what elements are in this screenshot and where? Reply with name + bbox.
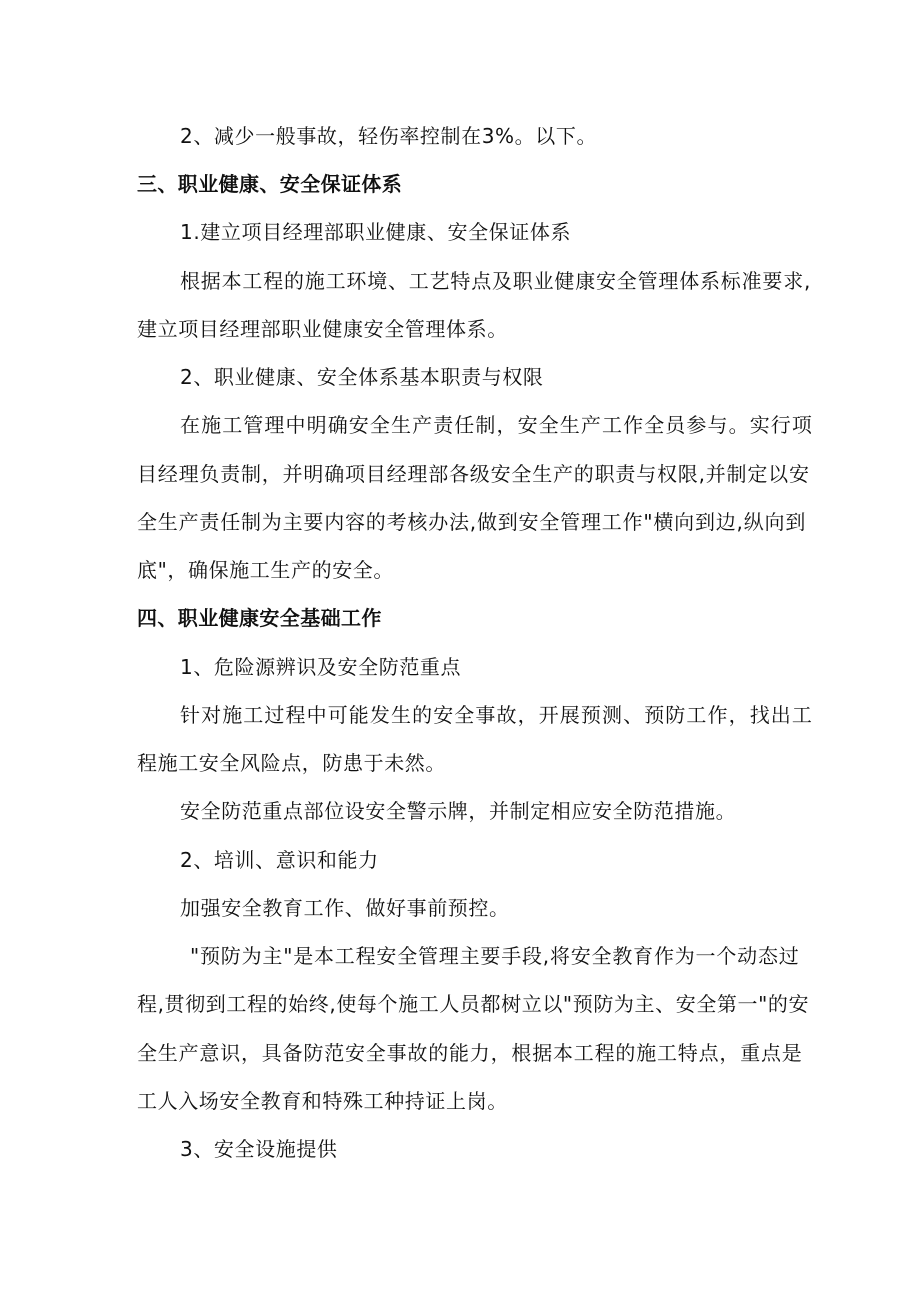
paragraph-text-line: 根据本工程的施工环境、工艺特点及职业健康安全管理体系标准要求, [180,269,812,293]
paragraph-text-line: 程,贯彻到工程的始终,使每个施工人员都树立以"预防为主、安全第一"的安 [137,992,810,1016]
paragraph-1-title: 1.建立项目经理部职业健康、安全保证体系 [180,220,572,244]
section-heading-3: 三、职业健康、安全保证体系 [137,172,403,196]
paragraph-2-title: 2、培训、意识和能力 [180,848,379,872]
paragraph-3-title: 3、安全设施提供 [180,1137,338,1161]
paragraph-text-line: 底"，确保施工生产的安全。 [137,558,394,582]
paragraph-text-line: "预防为主"是本工程安全管理主要手段,将安全教育作为一个动态过 [190,944,800,968]
paragraph-1-title: 1、危险源辨识及安全防范重点 [180,655,462,679]
paragraph-2-title: 2、职业健康、安全体系基本职责与权限 [180,365,544,389]
paragraph-text-line: 目经理负责制，并明确项目经理部各级安全生产的职责与权限,并制定以安 [137,462,810,486]
paragraph-text-line: 程施工安全风险点，防患于未然。 [137,751,446,775]
paragraph-text-line: 建立项目经理部职业健康安全管理体系。 [137,317,508,341]
paragraph-text-line: 工人入场安全教育和特殊工种持证上岗。 [137,1089,508,1113]
paragraph-text-line: 加强安全教育工作、做好事前预控。 [180,896,510,920]
paragraph-text-line: 针对施工过程中可能发生的安全事故，开展预测、预防工作，找出工 [180,703,813,727]
paragraph-text-line: 全生产意识，具备防范安全事故的能力，根据本工程的施工特点，重点是 [137,1041,803,1065]
paragraph-text-line: 安全防范重点部位设安全警示牌，并制定相应安全防范措施。 [180,799,737,823]
paragraph-text-line: 全生产责任制为主要内容的考核办法,做到安全管理工作"横向到边,纵向到 [137,510,807,534]
section-heading-4: 四、职业健康安全基础工作 [137,606,382,630]
paragraph-text-line: 在施工管理中明确安全生产责任制，安全生产工作全员参与。实行项 [180,413,813,437]
paragraph-accident-target: 2、减少一般事故，轻伤率控制在3%。以下。 [180,124,598,148]
